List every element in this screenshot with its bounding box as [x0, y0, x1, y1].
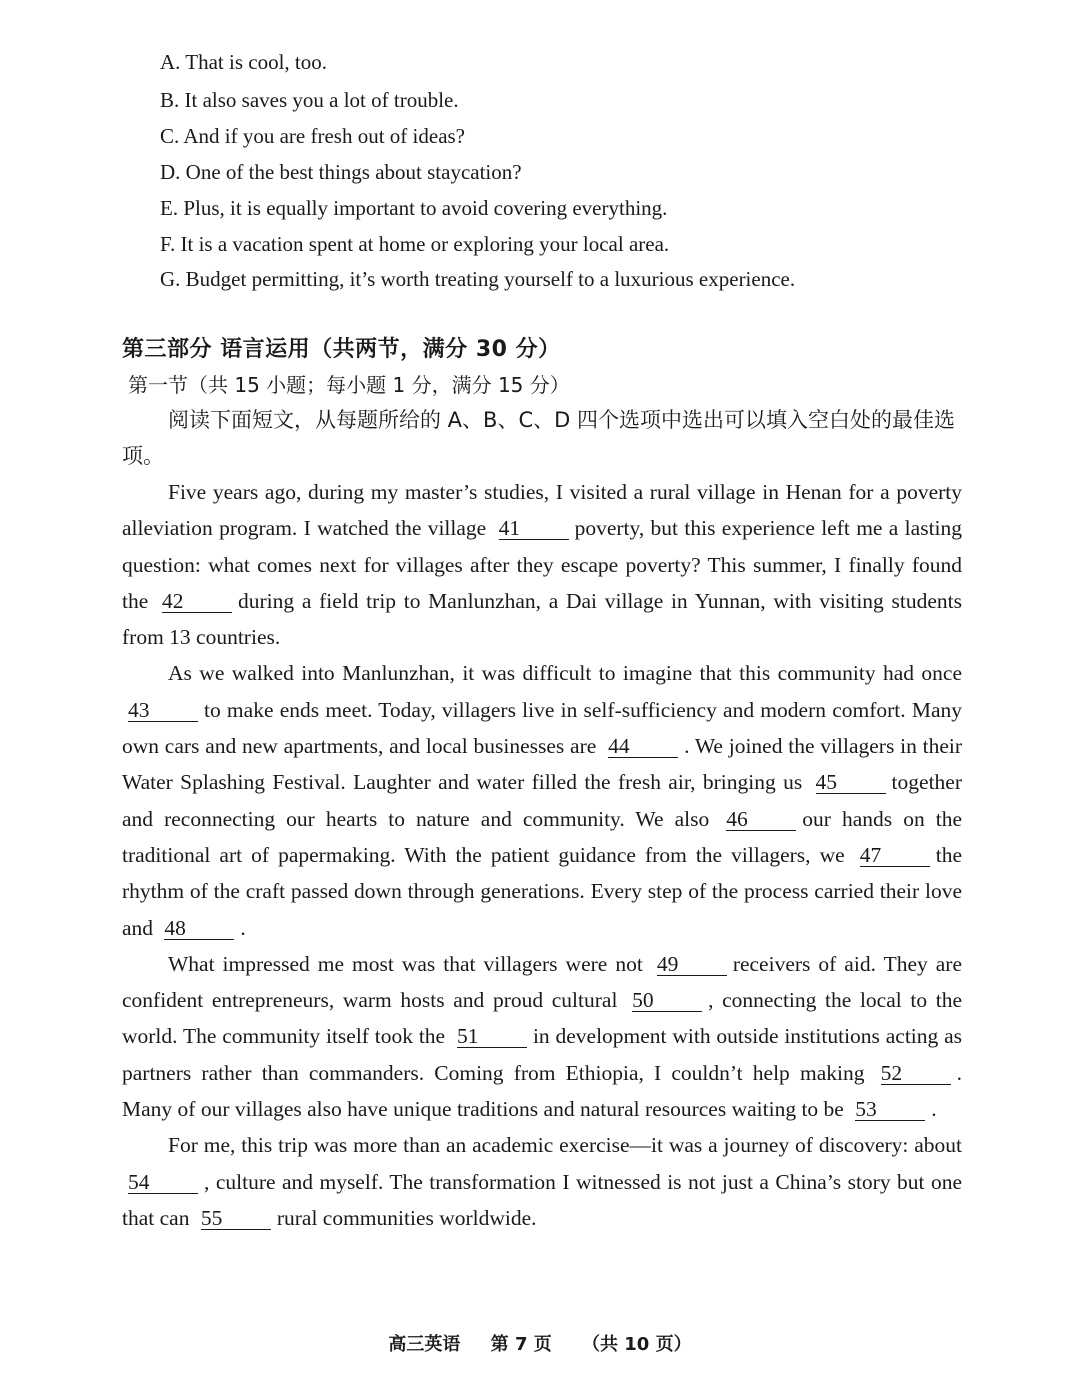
- cloze-passage: [122, 474, 962, 1236]
- section-subheading: 第一节（共 15 小题；每小题 1 分，满分 15 分）: [128, 373, 570, 397]
- option-g: G. Budget permitting, it’s worth treating yourself to a luxurious experience.: [160, 267, 796, 291]
- blank-53: 53: [855, 1098, 925, 1121]
- passage-text: poverty, but this experience left me a lasting question: what comes next for villages after they escape poverty? This summer, I finally found the: [122, 516, 963, 613]
- passage-text: together and reconnecting our hearts to nature and community. We also: [122, 770, 962, 831]
- passage-text: to make ends meet. Today, villagers live in self-sufficiency and modern comfort. Many own cars and new apartments, and local businesses are: [122, 697, 962, 759]
- passage-text: As we walked into Manlunzhan, it was difficult to imagine that this community had once: [168, 661, 962, 686]
- blank-42: 42: [162, 590, 232, 613]
- passage-text: , culture and myself. The transformation I witnessed is not just a China’s story but one that can: [122, 1169, 962, 1230]
- blank-43: 43: [128, 699, 198, 722]
- option-a: A. That is cool, too.: [160, 50, 328, 74]
- passage-text: .: [240, 915, 246, 940]
- paragraph-2: [122, 655, 962, 945]
- footer-page-total: （共 10 页）: [582, 1334, 692, 1355]
- option-d: D. One of the best things about staycation?: [160, 160, 522, 184]
- paragraph-3: [122, 946, 962, 1127]
- section-instruction: 阅读下面短文，从每题所给的 A、B、C、D 四个选项中选出可以填入空白处的最佳选项。: [122, 408, 955, 468]
- passage-text: in development with outside institutions acting as partners rather than commanders. Coming from Ethiopia, I couldn’t help making: [122, 1024, 962, 1085]
- blank-55: 55: [201, 1207, 271, 1230]
- passage-text: What impressed me most was that villagers were not: [168, 951, 651, 976]
- passage-text: For me, this trip was more than an academic exercise—it was a journey of discovery: about: [168, 1133, 962, 1158]
- blank-47: 47: [860, 844, 930, 867]
- passage-text: , connecting the local to the world. The community itself took the: [122, 988, 962, 1049]
- option-e: E. Plus, it is equally important to avoid covering everything.: [160, 196, 668, 220]
- passage-text: .: [931, 1097, 937, 1122]
- paragraph-4: [122, 1127, 962, 1236]
- blank-48: 48: [164, 917, 234, 940]
- blank-52: 52: [881, 1062, 951, 1085]
- section-heading: 第三部分 语言运用（共两节，满分 30 分）: [122, 337, 561, 362]
- option-f: F. It is a vacation spent at home or exploring your local area.: [160, 232, 670, 256]
- blank-51: 51: [457, 1025, 527, 1048]
- blank-46: 46: [726, 808, 796, 831]
- blank-44: 44: [608, 735, 678, 758]
- footer-page-number: 第 7 页: [490, 1334, 552, 1355]
- blank-54: 54: [128, 1171, 198, 1194]
- paragraph-1: [122, 474, 962, 655]
- passage-text: . Many of our villages also have unique traditions and natural resources waiting to be: [122, 1060, 962, 1122]
- blank-50: 50: [632, 989, 702, 1012]
- passage-text: rural communities worldwide.: [276, 1205, 537, 1230]
- passage-text: our hands on the traditional art of papermaking. With the patient guidance from the villagers, we: [122, 806, 963, 867]
- passage-text: the rhythm of the craft passed down through generations. Every step of the process carried their love and: [122, 842, 962, 940]
- page-footer: [0, 1330, 1080, 1356]
- blank-41: 41: [499, 517, 569, 540]
- option-c: C. And if you are fresh out of ideas?: [160, 124, 466, 148]
- passage-text: receivers of aid. They are confident entrepreneurs, warm hosts and proud cultural: [122, 951, 962, 1013]
- option-b: B. It also saves you a lot of trouble.: [160, 88, 459, 112]
- blank-45: 45: [816, 771, 886, 794]
- passage-text: Five years ago, during my master’s studies, I visited a rural village in Henan for a poverty alleviation program. I watched the village: [122, 480, 962, 541]
- blank-49: 49: [657, 953, 727, 976]
- footer-subject: 高三英语: [388, 1334, 461, 1355]
- passage-text: . We joined the villagers in their Water Splashing Festival. Laughter and water filled the fresh air, bringing us: [122, 734, 962, 795]
- passage-text: during a field trip to Manlunzhan, a Dai village in Yunnan, with visiting students from 13 countries.: [122, 588, 962, 650]
